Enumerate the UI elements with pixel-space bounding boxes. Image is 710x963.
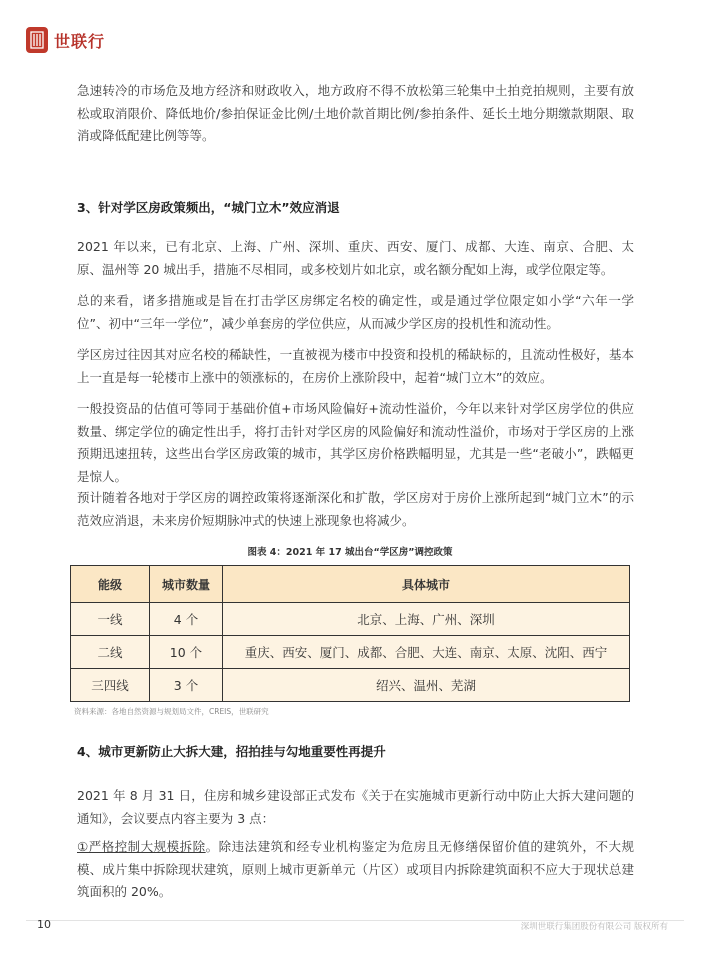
header	[26, 26, 105, 54]
demolition-control-detail: 。除违法建筑和经专业机构鉴定为危房且无修缮保留价值的建筑外，不大规模、成片集中拆除现状建筑，原则上城市更新单元（片区）或项目内拆除建筑面积不应大于现状总建筑面积的 20%。	[77, 839, 634, 899]
table-row	[71, 669, 630, 702]
cell-cities: 重庆、西安、厦门、成都、合肥、大连、南京、太原、沈阳、西宁	[223, 636, 630, 669]
cell-cities: 北京、上海、广州、深圳	[223, 603, 630, 636]
section-heading-urban-renewal: 4、城市更新防止大拆大建，招拍挂与勾地重要性再提升	[77, 744, 386, 759]
paragraph-notice: 2021 年 8 月 31 日，住房和城乡建设部正式发布《关于在实施城市更新行动中防止大拆大建问题的通知》，会议要点内容主要为 3 点：	[77, 788, 634, 826]
table-row	[71, 603, 630, 636]
demolition-control-lead: ①严格控制大规模拆除	[77, 839, 206, 854]
cell-tier: 二线	[71, 636, 150, 669]
cell-count: 3 个	[150, 669, 223, 702]
company-name: 世联行	[54, 31, 106, 51]
paragraph-scarcity: 学区房过往因其对应名校的稀缺性，一直被视为楼市中投资和投机的稀缺标的，且流动性极好，基本上一直是每一轮楼市上涨中的领涨标的，在房价上涨阶段中，起着“城门立木”的效应。	[77, 347, 634, 385]
table-caption: 图表 4：2021 年 17 城出台“学区房”调控政策	[247, 547, 453, 558]
header-cities: 具体城市	[223, 566, 630, 603]
paragraph-cities-policies: 2021 年以来，已有北京、上海、广州、深圳、重庆、西安、厦门、成都、大连、南京、合肥、太原、温州等 20 城出手，措施不尽相同，或多校划片如北京，或名额分配如上海，或学位限定等。	[77, 239, 634, 277]
table-header-row	[71, 566, 630, 603]
section-heading-school-district: 3、针对学区房政策频出，“城门立木”效应消退	[77, 200, 340, 215]
cell-tier: 三四线	[71, 669, 150, 702]
table-source: 资料来源：各地自然资源与规划局文件，CREIS，世联研究	[74, 707, 269, 716]
paragraph-land-auction: 急速转冷的市场危及地方经济和财政收入，地方政府不得不放松第三轮集中土拍竞拍规则，主要有放松或取消限价、降低地价/参拍保证金比例/土地价款首期比例/参拍条件、延长土地分期缴款期限、取消或降低配建比例等等。	[77, 83, 634, 143]
cell-tier: 一线	[71, 603, 150, 636]
copyright-notice: 深圳世联行集团股份有限公司 版权所有	[520, 922, 668, 932]
cell-count: 10 个	[150, 636, 223, 669]
header-tier: 能级	[71, 566, 150, 603]
paragraph-demolition-control	[77, 836, 634, 904]
table-row	[71, 636, 630, 669]
school-district-policy-table	[70, 565, 630, 702]
cell-cities: 绍兴、温州、芜湖	[223, 669, 630, 702]
page-number: 10	[37, 918, 51, 931]
paragraph-valuation: 一般投资品的估值可等同于基础价值+市场风险偏好+流动性溢价，今年以来针对学区房学位的供应数量、绑定学位的确定性出手，将打击针对学区房的风险偏好和流动性溢价，市场对于学区房的上涨预期迅速扭转，这些出台学区房政策的城市，其学区房价格跌幅明显，尤其是一些“老破小”，跌幅更是惊人。	[77, 401, 634, 484]
paragraph-overall: 总的来看，诸多措施或是旨在打击学区房绑定名校的确定性，或是通过学位限定如小学“六年一学位”、初中“三年一学位”，减少单套房的学位供应，从而减少学区房的投机性和流动性。	[77, 293, 634, 331]
company-logo-icon	[26, 27, 48, 53]
paragraph-forecast: 预计随着各地对于学区房的调控政策将逐渐深化和扩散，学区房对于房价上涨所起到“城门立木”的示范效应消退，未来房价短期脉冲式的快速上涨现象也将减少。	[77, 490, 634, 528]
cell-count: 4 个	[150, 603, 223, 636]
header-city-count: 城市数量	[150, 566, 223, 603]
